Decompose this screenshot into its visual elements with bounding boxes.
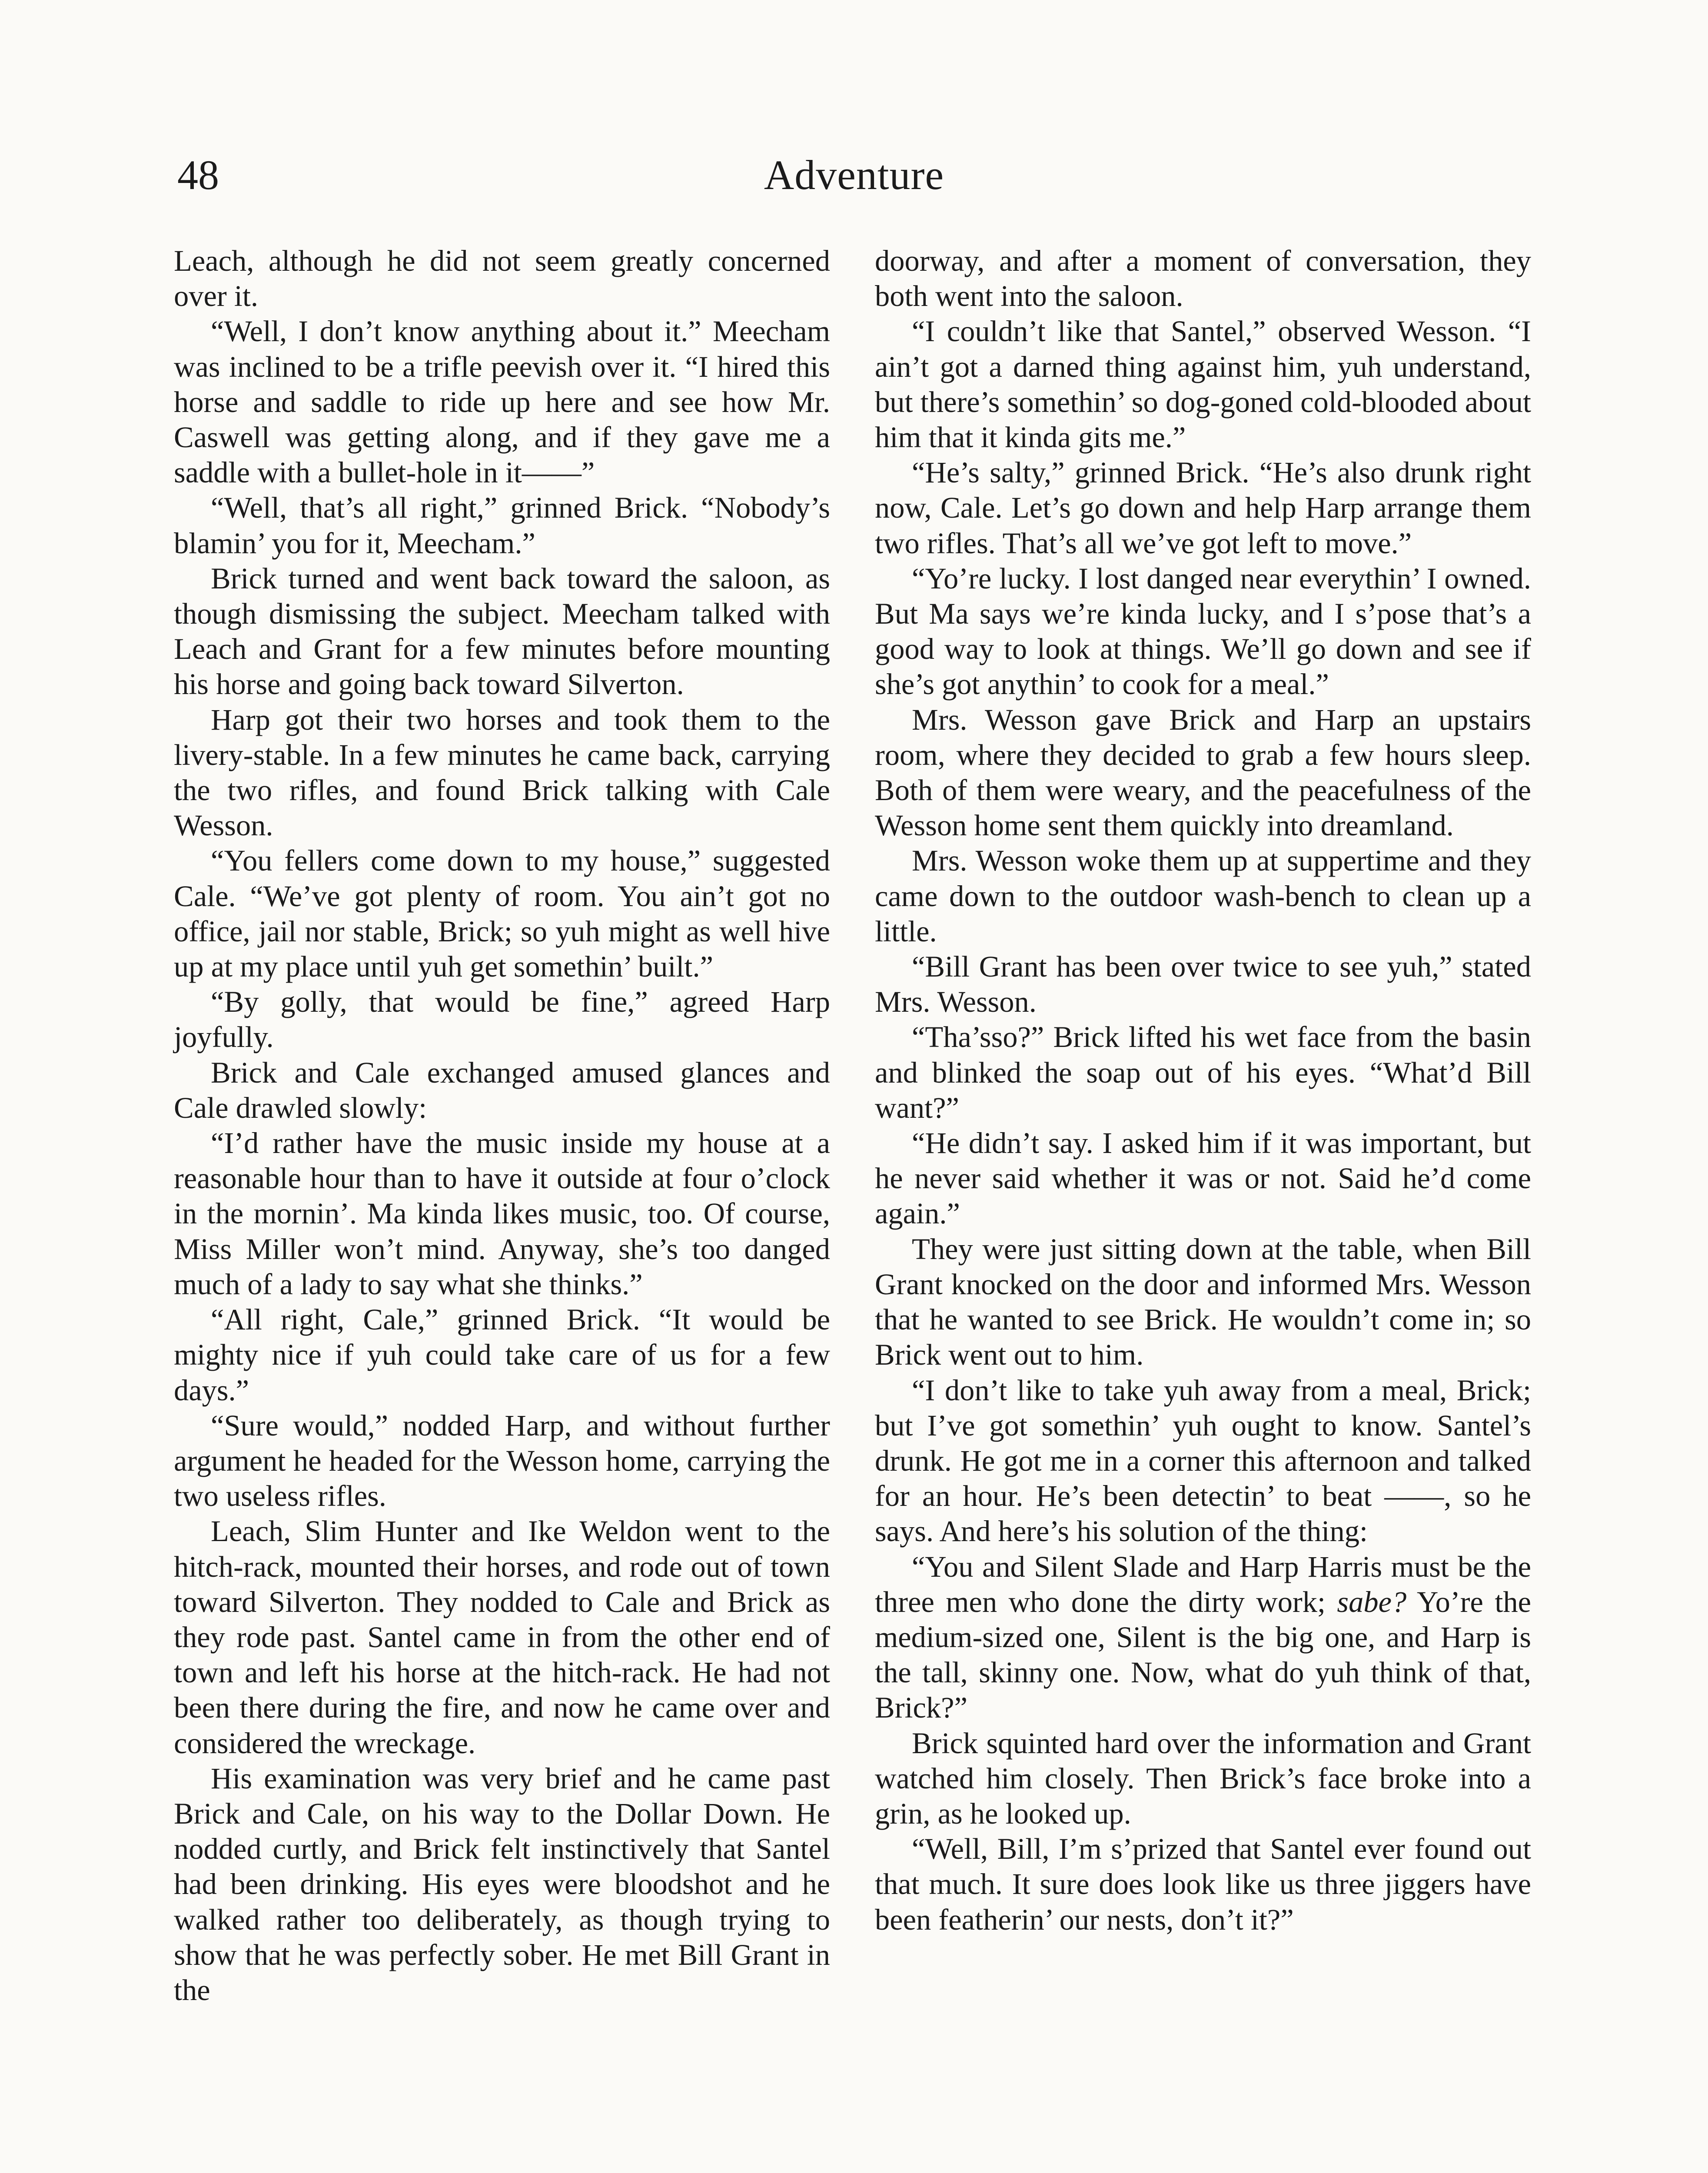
paragraph: “Well, that’s all right,” grinned Brick. “Nobody’s blamin’ you for it, Meecham.” xyxy=(174,491,830,560)
paragraph: “Well, I don’t know anything about it.” Meecham was inclined to be a trifle peevish over it. “I hired this horse and saddle to ride up here and see how Mr. Caswell was getting along, and if they gave me a saddle with a bullet-hole in it——” xyxy=(174,315,830,489)
paragraph: doorway, and after a moment of conversation, they both went into the saloon. xyxy=(875,244,1531,313)
left-column xyxy=(174,243,830,2008)
paragraph: “Yo’re lucky. I lost danged near everythin’ I owned. But Ma says we’re kinda lucky, and I s’pose that’s a good way to look at things. We’ll go down and see if she’s got anythin’ to cook for a meal.” xyxy=(875,562,1531,701)
running-head: Adventure xyxy=(764,152,944,198)
paragraph: “I’d rather have the music inside my house at a reasonable hour than to have it outside at four o’clock in the mornin’. Ma kinda likes music, too. Of course, Miss Miller won’t mind. Anyway, she’s too danged much of a lady to say what she thinks.” xyxy=(174,1126,830,1301)
paragraph: Brick squinted hard over the information and Grant watched him closely. Then Brick’s face broke into a grin, as he looked up. xyxy=(875,1726,1531,1830)
paragraph xyxy=(875,1549,1531,1726)
paragraph-text: Yo’re the medium-sized one, Silent is the big one, and Harp is the tall, skinny one. Now, what do yuh think of that, Brick?” xyxy=(875,1585,1532,1724)
paragraph: “He didn’t say. I asked him if it was important, but he never said whether it was or not. Said he’d come again.” xyxy=(875,1126,1531,1230)
paragraph: “I couldn’t like that Santel,” observed Wesson. “I ain’t got a darned thing against him, yuh understand, but there’s somethin’ so dog-goned cold-blooded about him that it kinda gits me.” xyxy=(875,315,1531,454)
page-number: 48 xyxy=(177,152,219,198)
paragraph: Harp got their two horses and took them to the livery-stable. In a few minutes he came back, carrying the two rifles, and found Brick talking with Cale Wesson. xyxy=(174,703,830,842)
paragraph: “All right, Cale,” grinned Brick. “It would be mighty nice if yuh could take care of us for a few days.” xyxy=(174,1303,830,1407)
paragraph: His examination was very brief and he came past Brick and Cale, on his way to the Dollar Down. He nodded curtly, and Brick felt instinctively that Santel had been drinking. His eyes were bloodshot and he walked rather too deliberately, as though trying to show that he was perfectly sober. He met Bill Grant in the xyxy=(174,1761,830,2007)
right-column xyxy=(875,243,1531,1937)
italic-word: sabe? xyxy=(1337,1585,1407,1618)
paragraph: Mrs. Wesson gave Brick and Harp an upstairs room, where they decided to grab a few hours sleep. Both of them were weary, and the peacefulness of the Wesson home sent them quickly into dreamland. xyxy=(875,703,1531,842)
paragraph: Mrs. Wesson woke them up at suppertime and they came down to the outdoor wash-bench to clean up a little. xyxy=(875,844,1531,948)
paragraph: Brick turned and went back toward the saloon, as though dismissing the subject. Meecham talked with Leach and Grant for a few minutes before mounting his horse and going back toward Silverton. xyxy=(174,562,830,701)
paragraph: “Sure would,” nodded Harp, and without further argument he headed for the Wesson home, carrying the two useless rifles. xyxy=(174,1409,830,1513)
paragraph: They were just sitting down at the table, when Bill Grant knocked on the door and informed Mrs. Wesson that he wanted to see Brick. He wouldn’t come in; so Brick went out to him. xyxy=(875,1232,1531,1372)
paragraph: Leach, Slim Hunter and Ike Weldon went to the hitch-rack, mounted their horses, and rode out of town toward Silverton. They nodded to Cale and Brick as they rode past. Santel came in from the other end of town and left his horse at the hitch-rack. He had not been there during the fire, and now he came over and considered the wreckage. xyxy=(174,1515,830,1760)
paragraph: “You fellers come down to my house,” suggested Cale. “We’ve got plenty of room. You ain’t got no office, jail nor stable, Brick; so yuh might as well hive up at my place until yuh get somethin’ built.” xyxy=(174,844,830,983)
paragraph: “Bill Grant has been over twice to see yuh,” stated Mrs. Wesson. xyxy=(875,950,1531,1019)
paragraph: Leach, although he did not seem greatly concerned over it. xyxy=(174,244,830,313)
paragraph: “Tha’sso?” Brick lifted his wet face from the basin and blinked the soap out of his eyes. “What’d Bill want?” xyxy=(875,1020,1531,1124)
paragraph-text: “You and Silent Slade and Harp Harris must be the three men who done the dirty work; xyxy=(875,1550,1531,1618)
paragraph: Brick and Cale exchanged amused glances and Cale drawled slowly: xyxy=(174,1056,830,1124)
paragraph: “He’s salty,” grinned Brick. “He’s also drunk right now, Cale. Let’s go down and help Harp arrange them two rifles. That’s all we’ve got left to move.” xyxy=(875,456,1531,560)
paragraph: “By golly, that would be fine,” agreed Harp joyfully. xyxy=(174,985,830,1054)
paragraph: “Well, Bill, I’m s’prized that Santel ever found out that much. It sure does look like us three jiggers have been featherin’ our nests, don’t it?” xyxy=(875,1832,1531,1936)
paragraph: “I don’t like to take yuh away from a meal, Brick; but I’ve got somethin’ yuh ought to know. Santel’s drunk. He got me in a corner this afternoon and talked for an hour. He’s been detectin’ to beat ——, so he says. And here’s his solution of the thing: xyxy=(875,1373,1531,1548)
